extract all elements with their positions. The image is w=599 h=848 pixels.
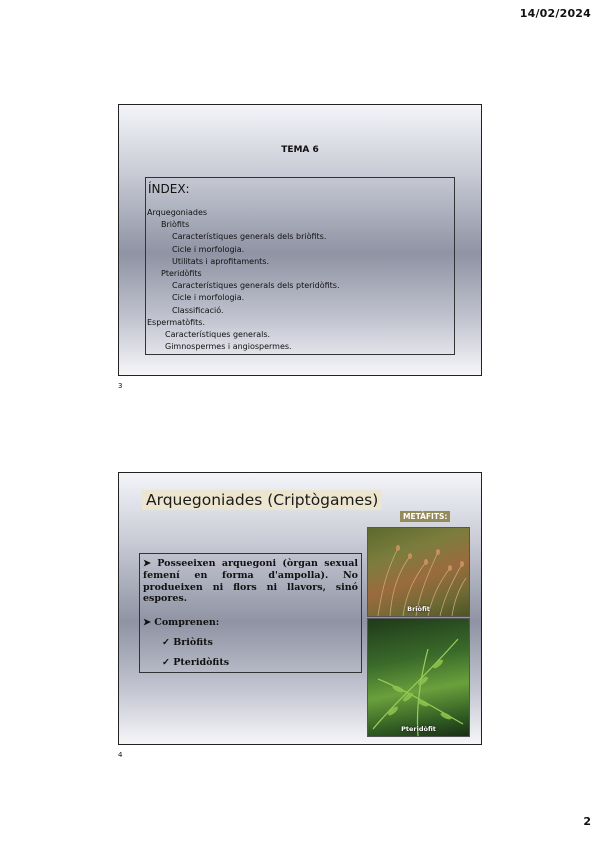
slide-title: TEMA 6 [281,145,319,155]
slide-title: Arquegoniades (Criptògames) [142,490,382,510]
list-item: ✓ Pteridòfits [162,657,230,668]
metafits-label: METÀFITS: [400,511,450,522]
description-paragraph: ➤ Posseeixen arquegoni (òrgan sexual femení en forma d'ampolla). No produeixen ni flors ni llavors, sinó espores. [143,558,358,605]
slide-4 [118,472,482,745]
index-item: Utilitats i aprofitaments. [172,256,270,266]
index-item: Classificació. [172,305,224,315]
index-item: Característiques generals dels briòfits. [172,232,327,242]
index-item: Gimnospermes i angiospermes. [165,342,292,352]
description-box [139,553,362,673]
fern-fronds-graphic [368,619,469,736]
index-item: Arquegoniades [147,208,208,217]
index-item: Pteridòfits [161,269,202,279]
index-item: Característiques generals dels pteridòfits. [172,281,340,291]
print-date: 14/02/2024 [519,7,591,20]
page-number: 2 [583,815,591,828]
slide-number: 4 [118,751,123,759]
index-list [147,207,340,353]
moss-sporophytes-graphic [368,528,469,616]
bryophyte-photo [367,527,470,617]
index-item: Cicle i morfologia. [172,244,245,254]
index-item: Briòfits [161,220,190,230]
slide-number: 3 [118,382,123,390]
photo-caption: Briòfit [407,605,430,613]
photo-caption: Pteridòfit [401,725,436,733]
index-item: Espermatòfits. [147,317,205,327]
slide-3 [118,104,482,376]
index-box [145,177,455,355]
index-item: Característiques generals. [165,330,271,340]
comprenen-heading: ➤ Comprenen: [143,617,220,628]
pteridophyte-photo [367,618,470,737]
index-item: Cicle i morfologia. [172,293,245,303]
index-heading: ÍNDEX: [148,182,190,196]
list-item: ✓ Briòfits [162,637,213,648]
